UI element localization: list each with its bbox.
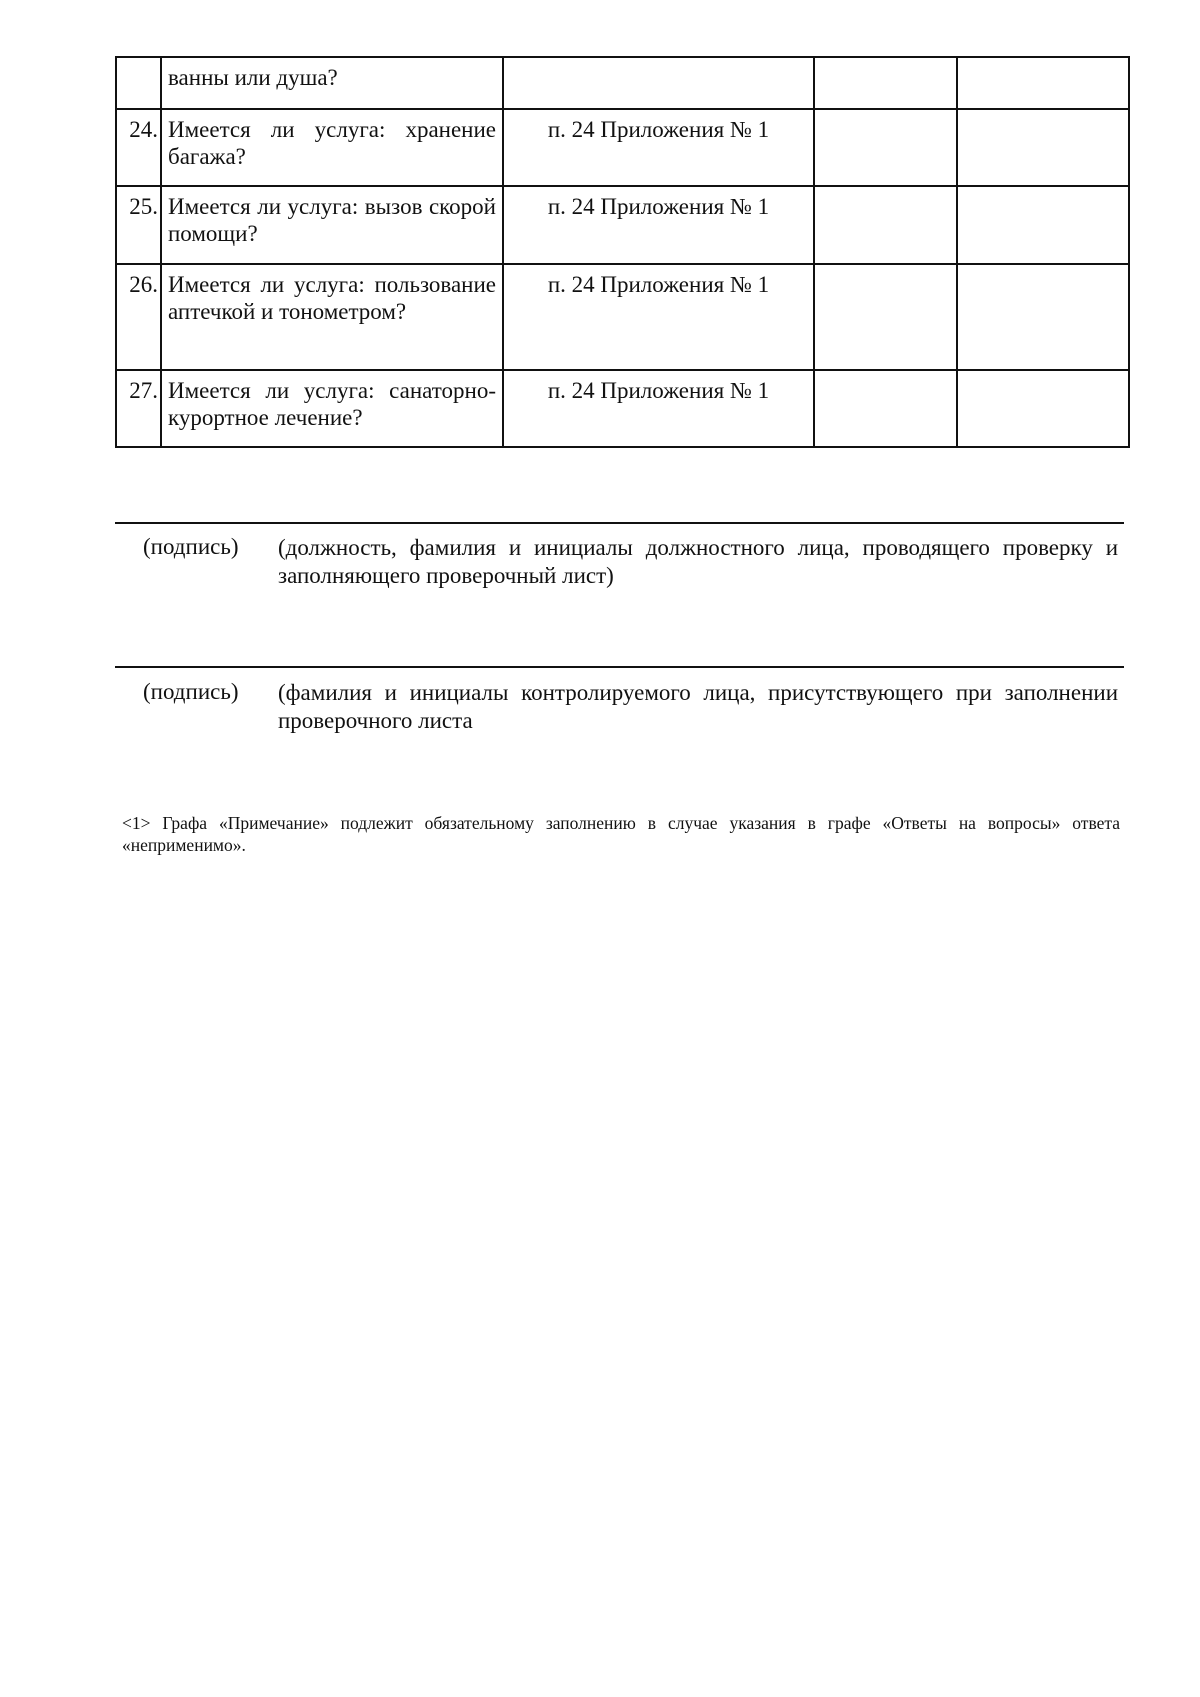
question-text: Имеется ли услуга: хранение багажа? [161,109,503,186]
requirement-reference [503,57,814,109]
signature-description-controlled-person: (фамилия и инициалы контролируемого лица, присутствующего при заполнении проверочного листа [278,680,1118,733]
answer-cell[interactable] [814,186,957,264]
row-number: 24. [116,109,161,186]
answer-cell[interactable] [814,57,957,109]
signature-line-inspector [115,522,1124,524]
note-cell[interactable] [957,186,1129,264]
row-number [116,57,161,109]
note-cell[interactable] [957,109,1129,186]
answer-cell[interactable] [814,264,957,370]
question-text: Имеется ли услуга: пользование аптечкой и тонометром? [161,264,503,370]
checklist-table [115,56,1130,448]
signature-label: (подпись) [143,534,239,559]
answer-cell[interactable] [814,370,957,447]
table-row [116,370,1129,447]
note-cell[interactable] [957,370,1129,447]
table-row [116,109,1129,186]
row-number: 27. [116,370,161,447]
table-row [116,186,1129,264]
question-text: ванны или душа? [161,57,503,109]
requirement-reference: п. 24 Приложения № 1 [503,264,814,370]
table-row [116,57,1129,109]
requirement-reference: п. 24 Приложения № 1 [503,109,814,186]
table-row [116,264,1129,370]
note-cell[interactable] [957,57,1129,109]
note-cell[interactable] [957,264,1129,370]
answer-cell[interactable] [814,109,957,186]
signature-label: (подпись) [143,679,239,704]
question-text: Имеется ли услуга: санаторно-курортное лечение? [161,370,503,447]
row-number: 26. [116,264,161,370]
signature-description-inspector: (должность, фамилия и инициалы должностного лица, проводящего проверку и заполняющего проверочный лист) [278,535,1118,588]
footnote: <1> Графа «Примечание» подлежит обязательному заполнению в случае указания в графе «Ответы на вопросы» ответа «неприменимо». [122,813,1120,855]
requirement-reference: п. 24 Приложения № 1 [503,186,814,264]
requirement-reference: п. 24 Приложения № 1 [503,370,814,447]
row-number: 25. [116,186,161,264]
question-text: Имеется ли услуга: вызов скорой помощи? [161,186,503,264]
signature-line-controlled-person [115,666,1124,668]
